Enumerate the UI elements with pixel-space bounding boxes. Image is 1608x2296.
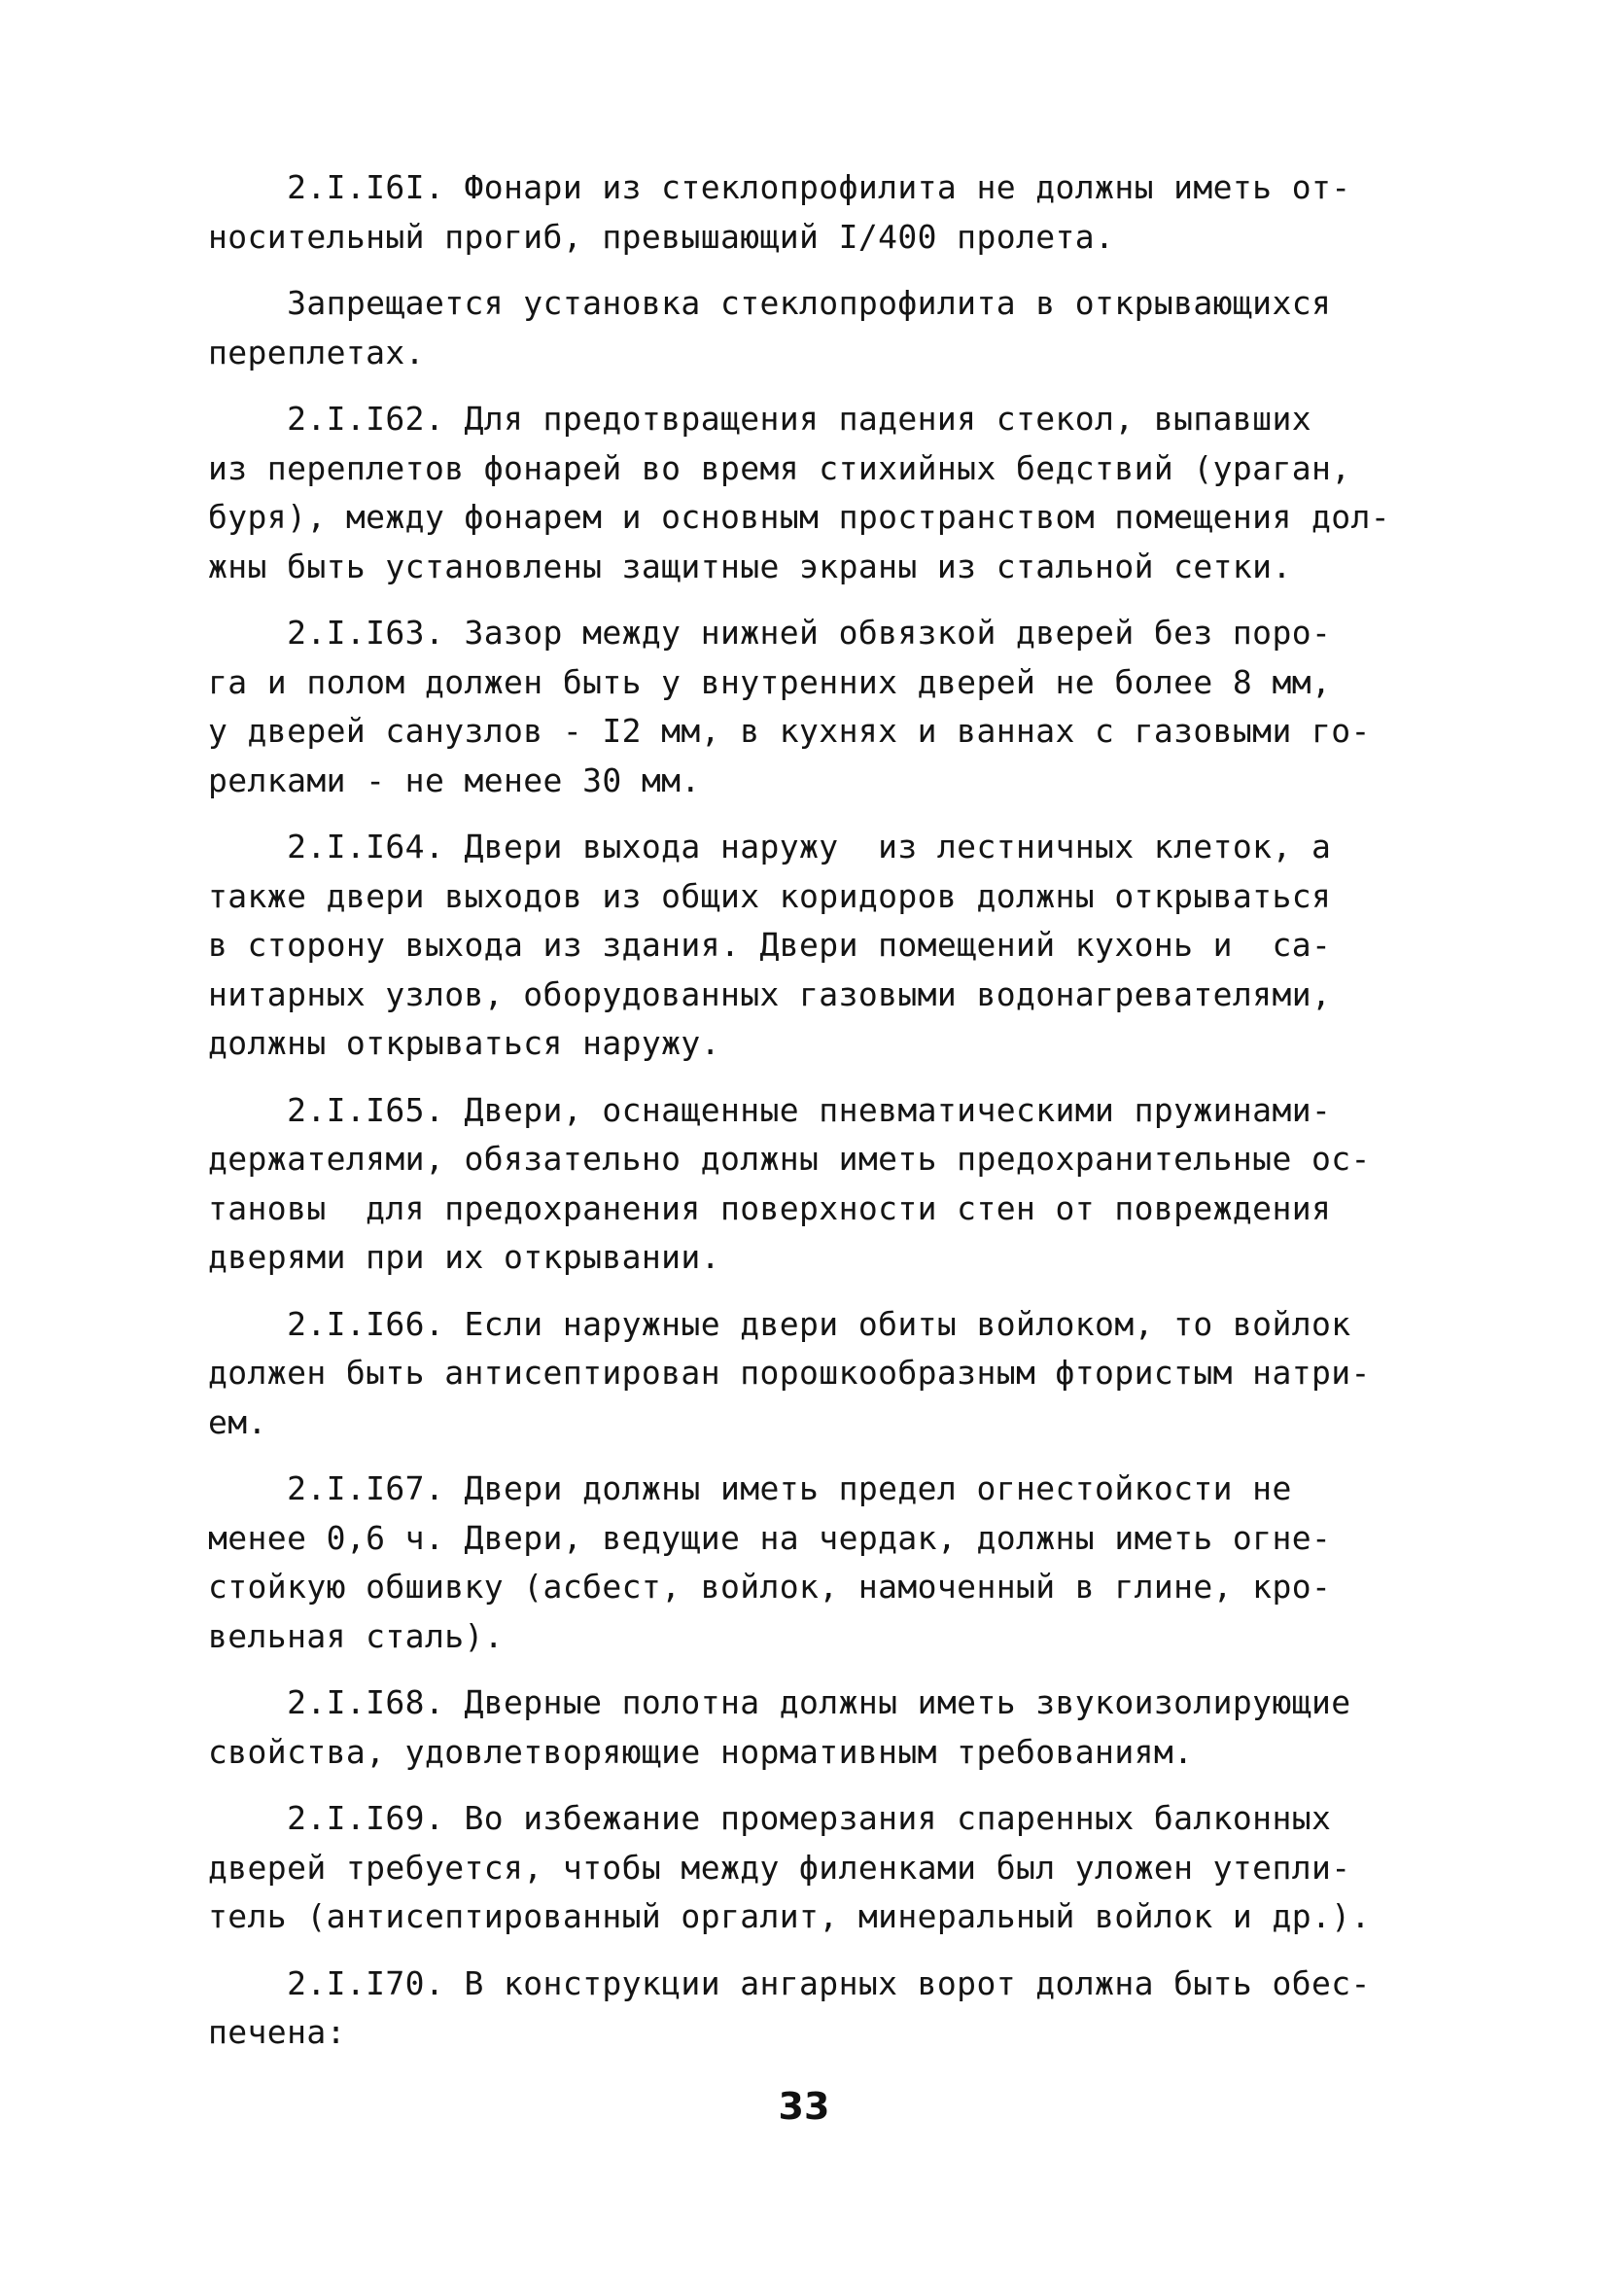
text-line: печена: xyxy=(208,2013,346,2051)
text-line: Запрещается установка стеклопрофилита в открывающихся xyxy=(208,284,1332,322)
text-line: у дверей санузлов - I2 мм, в кухнях и ваннах с газовыми го- xyxy=(208,712,1371,750)
text-line: держателями, обязательно должны иметь предохранительные ос- xyxy=(208,1140,1371,1178)
paragraph xyxy=(208,609,1414,805)
paragraph xyxy=(208,279,1414,377)
text-line: стойкую обшивку (асбест, войлок, намоченный в глине, кро- xyxy=(208,1568,1332,1606)
text-line: нитарных узлов, оборудованных газовыми водонагревателями, xyxy=(208,974,1332,1013)
text-line: носительный прогиб, превышающий I/400 пролета. xyxy=(208,217,1115,256)
paragraph xyxy=(208,1678,1414,1777)
text-line: 2.I.I65. Двери, оснащенные пневматическими пружинами- xyxy=(208,1090,1332,1129)
text-line: вельная сталь). xyxy=(208,1616,505,1655)
text-line: 2.I.I68. Дверные полотна должны иметь звукоизолирующие xyxy=(208,1683,1351,1721)
page-number: 33 xyxy=(778,2085,830,2128)
paragraph xyxy=(208,1794,1414,1942)
text-line: ем. xyxy=(208,1402,267,1441)
text-line: из переплетов фонарей во время стихийных бедствий (ураган, xyxy=(208,448,1351,487)
paragraph xyxy=(208,1960,1414,2058)
text-line: дверями при их открывании. xyxy=(208,1238,720,1276)
text-line: релками - не менее 30 мм. xyxy=(208,760,701,799)
text-line: 2.I.I66. Если наружные двери обиты войлоком, то войлок xyxy=(208,1304,1351,1343)
paragraph xyxy=(208,823,1414,1069)
document-body xyxy=(208,163,1414,2075)
paragraph xyxy=(208,1086,1414,1283)
text-line: буря), между фонарем и основным пространством помещения дол- xyxy=(208,498,1391,536)
text-line: в сторону выхода из здания. Двери помещений кухонь и са- xyxy=(208,926,1332,964)
text-line: га и полом должен быть у внутренних дверей не более 8 мм, xyxy=(208,662,1332,701)
text-line: 2.I.I62. Для предотвращения падения стекол, выпавших xyxy=(208,400,1311,438)
text-line: 2.I.I70. В конструкции ангарных ворот должна быть обес- xyxy=(208,1963,1371,2002)
text-line: 2.I.I69. Во избежание промерзания спаренных балконных xyxy=(208,1799,1332,1837)
text-line: тель (антисептированный оргалит, минеральный войлок и др.). xyxy=(208,1897,1371,1935)
text-line: свойства, удовлетворяющие нормативным требованиям. xyxy=(208,1732,1194,1771)
text-line: также двери выходов из общих коридоров должны открываться xyxy=(208,876,1332,915)
text-line: должен быть антисептирован порошкообразным фтористым натри- xyxy=(208,1354,1371,1392)
paragraph xyxy=(208,163,1414,262)
text-line: менее 0,6 ч. Двери, ведущие на чердак, должны иметь огне- xyxy=(208,1518,1332,1557)
text-line: дверей требуется, чтобы между филенками был уложен утепли- xyxy=(208,1848,1351,1887)
text-line: 2.I.I67. Двери должны иметь предел огнестойкости не xyxy=(208,1469,1292,1507)
text-line: переплетах. xyxy=(208,333,425,371)
paragraph xyxy=(208,1465,1414,1661)
paragraph xyxy=(208,1300,1414,1448)
text-line: 2.I.I6I. Фонари из стеклопрофилита не должны иметь от- xyxy=(208,168,1351,206)
text-line: жны быть установлены защитные экраны из стальной сетки. xyxy=(208,547,1292,585)
text-line: тановы для предохранения поверхности стен от повреждения xyxy=(208,1188,1332,1227)
text-line: 2.I.I63. Зазор между нижней обвязкой дверей без поро- xyxy=(208,614,1332,652)
text-line: должны открываться наружу. xyxy=(208,1024,720,1062)
text-line: 2.I.I64. Двери выхода наружу из лестничных клеток, а xyxy=(208,828,1332,865)
paragraph xyxy=(208,395,1414,591)
